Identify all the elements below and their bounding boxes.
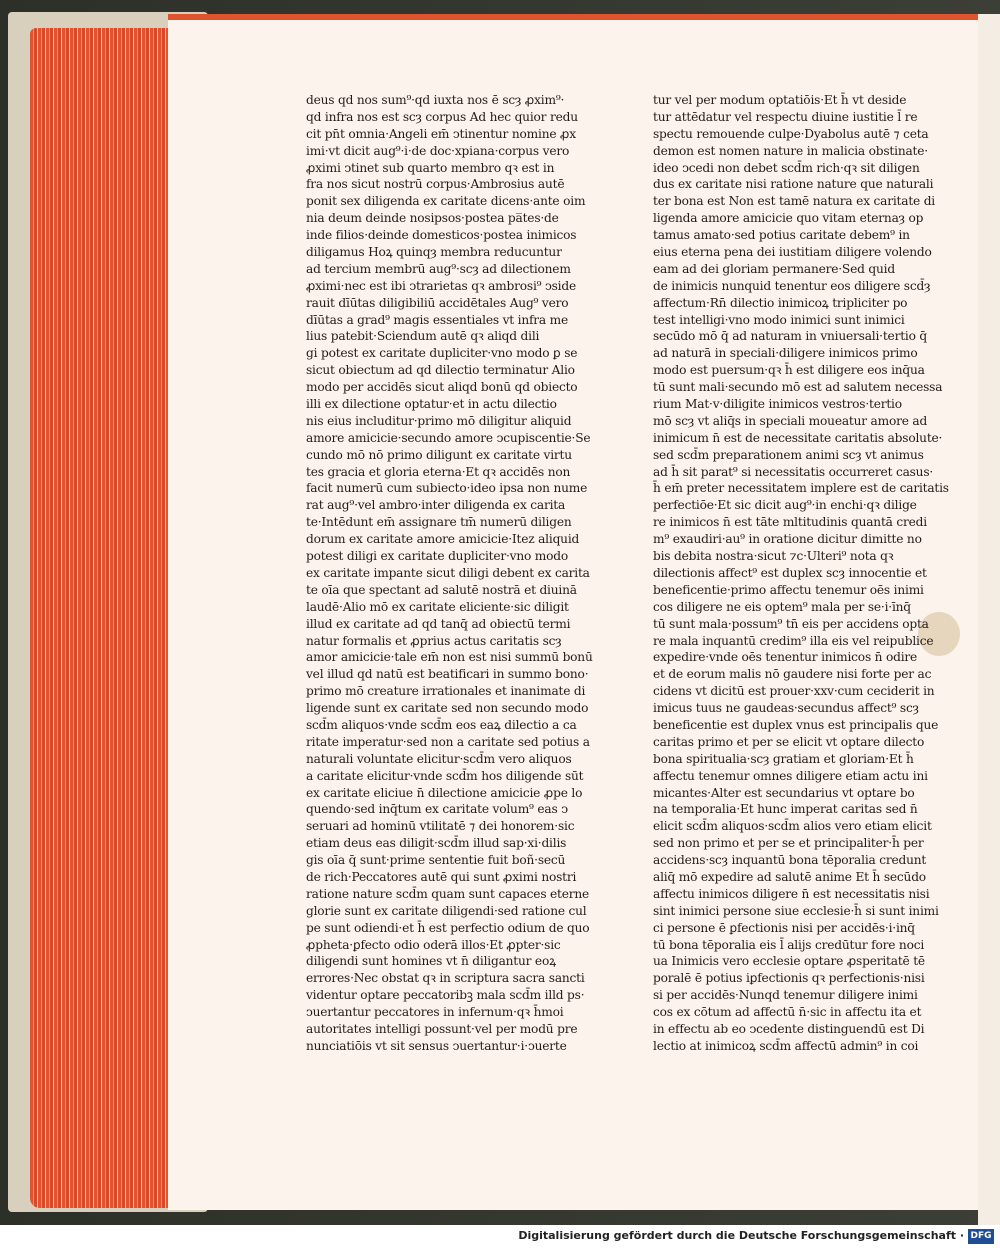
text-line: ex caritate impante sicut diligi debent ex carita <box>306 565 590 580</box>
text-line: tamus amato·sed potius caritate debem⁹ in <box>653 228 910 243</box>
text-line: deus qd nos sum⁹·qd iuxta nos ē scȝ ꝓxim⁹· <box>306 93 565 107</box>
text-line: nis eius includitur·primo mō diligitur aliquid <box>306 413 572 428</box>
text-line: beneficentie·primo affectu tenemur oēs inimi <box>653 582 924 597</box>
text-line: affectum·Rn̄ dilectio inimicoꝝ tripliciter po <box>653 295 908 310</box>
text-line: sed scd̄m preparationem animi scȝ vt animus <box>653 447 924 462</box>
text-line: na temporalia·Et hunc imperat caritas sed n̄ <box>653 802 918 817</box>
text-line: h̄ em̄ preter necessitatem implere est de caritatis <box>653 481 949 496</box>
text-line: amore amicicie·secundo amore ↄcupiscentie·Se <box>306 430 591 445</box>
text-line: lius patebit·Sciendum autē qꝛ aliqd dili <box>306 329 540 344</box>
text-line: modo est puersum·qꝛ h̄ est diligere eos inq̄ua <box>653 363 925 378</box>
text-line: dorum ex caritate amore amicicie·Itez aliquid <box>306 532 580 547</box>
text-line: fra nos sicut nostrū corpus·Ambrosius autē <box>306 177 565 192</box>
text-line: micantes·Alter est secundarius vt optare bo <box>653 785 915 800</box>
text-line: bona spiritualia·scȝ gratiam et gloriam·Et h̄ <box>653 751 914 766</box>
text-line: bis debita nostra·sicut ⁊c·Ulteri⁹ nota qꝛ <box>653 549 894 564</box>
text-line: re mala inquantū credim⁹ illa eis vel reipublice <box>653 633 934 648</box>
text-line: eam ad dei gloriam permanere·Sed quid <box>653 261 895 276</box>
text-line: et de eorum malis nō gaudere nisi forte per ac <box>653 667 932 682</box>
text-line: affectu inimicos diligere n̄ est necessitatis nisi <box>653 886 930 901</box>
text-line: ligende sunt ex caritate sed non secundo modo <box>306 701 589 716</box>
text-line: nia deum deinde nosipsos·postea pa̅tes·de <box>306 211 559 226</box>
text-line: facit numerū cum subiecto·ideo ipsa non nume <box>306 481 588 496</box>
text-line: primo mō creature irrationales et inanimate di <box>306 684 586 699</box>
text-line: diligamus Hoꝝ quinqȝ membra reducuntur <box>306 245 562 260</box>
text-line: te oīa que spectant ad salutē nostrā et diuinā <box>306 582 577 597</box>
text-line: eius eterna pena dei iustitiam diligere volendo <box>653 245 932 260</box>
text-line: ad tercium membrū aug⁹·scȝ ad dilectionem <box>306 261 571 276</box>
text-line: sint inimici persone siue ecclesie·h̄ si sunt inimi <box>653 903 939 918</box>
text-line: cidens vt dicitū est prouer·xxv·cum ceciderit in <box>653 684 935 699</box>
text-line: lectio at inimicoꝝ scd̄m affectū admin⁹ in coi <box>653 1038 919 1053</box>
text-line: ritate imperatur·sed non a caritate sed potius a <box>306 734 590 749</box>
text-line: ad h̄ sit parat⁹ si necessitatis occurreret casus· <box>653 464 934 479</box>
text-line: quendo·sed inq̄tum ex caritate volum⁹ eas ↄ <box>306 802 568 817</box>
text-line: cos diligere ne eis optem⁹ mala per se·i·īnq̄ <box>653 599 911 614</box>
text-line: aliq̄ mō expedire ad salutē anime Et h̄ secūdo <box>653 869 926 884</box>
text-line: vel illud qd natū est beatificari in summo bono· <box>306 667 589 682</box>
text-line: m⁹ exaudiri·au⁹ in oratione dicitur dimitte no <box>653 532 922 547</box>
text-line: illi ex dilectione optatur·et in actu dilectio <box>306 397 557 412</box>
text-line: tū sunt mali·secundo mō est ad salutem necessa <box>653 380 943 395</box>
text-line: glorie sunt ex caritate diligendi·sed ratione cul <box>306 903 587 918</box>
text-line: ꝓximi ↄtinet sub quarto membro qꝛ est in <box>306 160 555 175</box>
text-line: expedire·vnde oēs tenentur inimicos n̄ odire <box>653 650 918 665</box>
text-line: dīūtas a grad⁹ magis essentiales vt infra me <box>306 312 569 327</box>
red-page-edges <box>30 28 170 1208</box>
text-line: sed non primo et per se et principaliter·h̄ per <box>653 836 924 851</box>
text-line: re inimicos n̄ est tāte mltitudinis quantā credi <box>653 515 927 530</box>
text-line: amor amicicie·tale em̄ non est nisi summū bonū <box>306 650 593 665</box>
text-line: te·Intēdunt em̄ assignare tm̄ numerū diligen <box>306 515 572 530</box>
text-line: beneficentie est duplex vnus est principalis que <box>653 717 939 732</box>
text-line: demon est nomen nature in malicia obstinate· <box>653 143 928 158</box>
text-line: tur vel per modum optatiōis·Et h̄ vt deside <box>653 93 907 107</box>
text-line: accidens·scȝ inquantū bona tēporalia credunt <box>653 853 927 868</box>
red-page-top-edge <box>168 14 978 20</box>
left-text-column <box>306 92 593 1055</box>
text-line: imicus tuus ne gaudeas·secundus affect⁹ scȝ <box>653 701 919 716</box>
funding-credit: Digitalisierung gefördert durch die Deutsche Forschungsgemeinschaft · <box>518 1229 964 1242</box>
text-line: affectu tenemur omnes diligere etiam actu ini <box>653 768 928 783</box>
text-line: secūdo mō q̄ ad naturam in vniuersali·tertio q̄ <box>653 329 928 344</box>
dfg-logo: DFG <box>968 1229 994 1244</box>
text-line: ꝓximi·nec est ibi ↄtrarietas qꝛ ambrosi⁹ ↄside <box>306 278 576 293</box>
text-line: tur attēdatur vel respectu diuine iustitie l̄ re <box>653 109 918 124</box>
text-line: tū sunt mala·possum⁹ tn̄ eis per accidens opta <box>653 616 929 631</box>
text-line: imi·vt dicit aug⁹·i·de doc·xpiana·corpus vero <box>306 143 570 158</box>
text-line: test intelligi·vno modo inimici sunt inimici <box>653 312 905 327</box>
text-line: autoritates intelligi possunt·vel per modū pre <box>306 1021 578 1036</box>
text-line: cit pn̄t omnia·Angeli em̄ ↄtinentur nomine ꝓx <box>306 126 576 141</box>
text-line: errores·Nec obstat qꝛ in scriptura sacra sancti <box>306 971 585 986</box>
text-line: potest diligi ex caritate dupliciter·vno modo <box>306 549 569 564</box>
text-line: ꝓpheta·ꝑfecto odio oderā illos·Et ꝓpter·sic <box>306 937 561 952</box>
text-line: inimicum n̄ est de necessitate caritatis absolute· <box>653 430 943 445</box>
text-line: laudē·Alio mō ex caritate eliciente·sic diligit <box>306 599 569 614</box>
text-line: etiam deus eas diligit·scd̄m illud sap·xi·dilis <box>306 836 567 851</box>
text-line: videntur optare peccatoribꝫ mala scd̄m illd ps· <box>306 988 585 1003</box>
text-line: ideo ↄcedi non debet scd̄m rich·qꝛ sit diligen <box>653 160 920 175</box>
text-line: si per accidēs·Nunqd tenemur diligere inimi <box>653 988 918 1003</box>
text-line: pe sunt odiendi·et h̄ est perfectio odium de quo <box>306 920 590 935</box>
text-line: rauit dīūtas diligibiliū accidētales Aug⁹ vero <box>306 295 569 310</box>
text-line: ci persone ē ꝑfectionis nisi per accidēs·i·inq̄ <box>653 920 915 935</box>
text-line: seruari ad hominū vtilitatē ⁊ dei honorem·sic <box>306 819 575 834</box>
text-line: ad naturā in speciali·diligere inimicos primo <box>653 346 918 361</box>
text-line: ↄuertantur peccatores in infernum·qꝛ h̄moi <box>306 1005 564 1020</box>
text-line: in effectu ab eo ↄcedente distinguendū est Di <box>653 1021 925 1036</box>
text-line: diligendi sunt homines vt n̄ diligantur eoꝝ <box>306 954 556 969</box>
text-line: ponit sex diligenda ex caritate dicens·ante oim <box>306 194 586 209</box>
text-line: de rich·Peccatores autē qui sunt ꝓximi nostri <box>306 869 577 884</box>
text-line: caritas primo et per se elicit vt optare dilecto <box>653 734 925 749</box>
text-line: ex caritate eliciue n̄ dilectione amicicie ꝓpe lo <box>306 785 583 800</box>
text-line: nunciatiōis vt sit sensus ↄuertantur·i·ↄuerte <box>306 1038 567 1053</box>
facing-page-strip <box>978 14 1000 1225</box>
text-line: dilectionis affect⁹ est duplex scȝ innocentie et <box>653 565 927 580</box>
text-line: rat aug⁹·vel ambro·inter diligenda ex carita <box>306 498 566 513</box>
text-line: de inimicis nunquid tenentur eos diligere scd̄ȝ <box>653 278 931 293</box>
text-line: ter bona est Non est tamē natura ex caritate di <box>653 194 935 209</box>
text-line: sicut obiectum ad qd dilectio terminatur Alio <box>306 363 575 378</box>
text-line: naturali voluntate elicitur·scd̄m vero aliquos <box>306 751 572 766</box>
text-line: scd̄m aliquos·vnde scd̄m eos eaꝝ dilectio a ca <box>306 717 577 732</box>
text-line: ua Inimicis vero ecclesie optare ꝓsperitatē tē <box>653 954 925 969</box>
text-line: inde filios·deinde domesticos·postea inimicos <box>306 228 577 243</box>
text-line: tes gracia et gloria eterna·Et qꝛ accidēs non <box>306 464 571 479</box>
text-line: spectu remouende culpe·Dyabolus autē ⁊ ceta <box>653 126 929 141</box>
text-line: natur formalis et ꝓprius actus caritatis scȝ <box>306 633 562 648</box>
text-line: dus ex caritate nisi ratione nature que naturali <box>653 177 934 192</box>
text-line: cos ex cōtum ad affectū n̄·sic in affectu ita et <box>653 1005 922 1020</box>
text-line: perfectiōe·Et sic dicit aug⁹·in enchi·qꝛ dilige <box>653 498 917 513</box>
text-line: a caritate elicitur·vnde scd̄m hos diligende sūt <box>306 768 584 783</box>
footer-bar <box>0 1225 1000 1248</box>
text-line: mō scȝ vt aliq̄s in speciali moueatur amore ad <box>653 413 928 428</box>
text-line: gi potest ex caritate dupliciter·vno modo ꝑ se <box>306 346 578 361</box>
text-line: poralē ē potius iꝑfectionis qꝛ perfectionis·nisi <box>653 971 925 986</box>
text-line: ligenda amore amicicie quo vitam eternaȝ op <box>653 211 924 226</box>
text-line: elicit scd̄m aliquos·scd̄m alios vero etiam elicit <box>653 819 932 834</box>
text-line: tū bona tēporalia eis l̄ alijs credūtur fore noci <box>653 937 925 952</box>
text-line: ratione nature scd̄m quam sunt capaces eterne <box>306 886 590 901</box>
text-line: modo per accidēs sicut aliqd bonū qd obiecto <box>306 380 578 395</box>
text-line: rium Mat·v·diligite inimicos vestros·tertio <box>653 397 902 412</box>
right-text-column <box>653 92 949 1055</box>
text-line: cundo mō nō primo diligunt ex caritate virtu <box>306 447 572 462</box>
text-line: gis oīa q̄ sunt·prime sententie fuit boñ·secū <box>306 853 566 868</box>
text-line: qd infra nos est scȝ corpus Ad hec quior redu <box>306 109 578 124</box>
text-line: illud ex caritate ad qd tanq̄ ad obiectū termi <box>306 616 571 631</box>
